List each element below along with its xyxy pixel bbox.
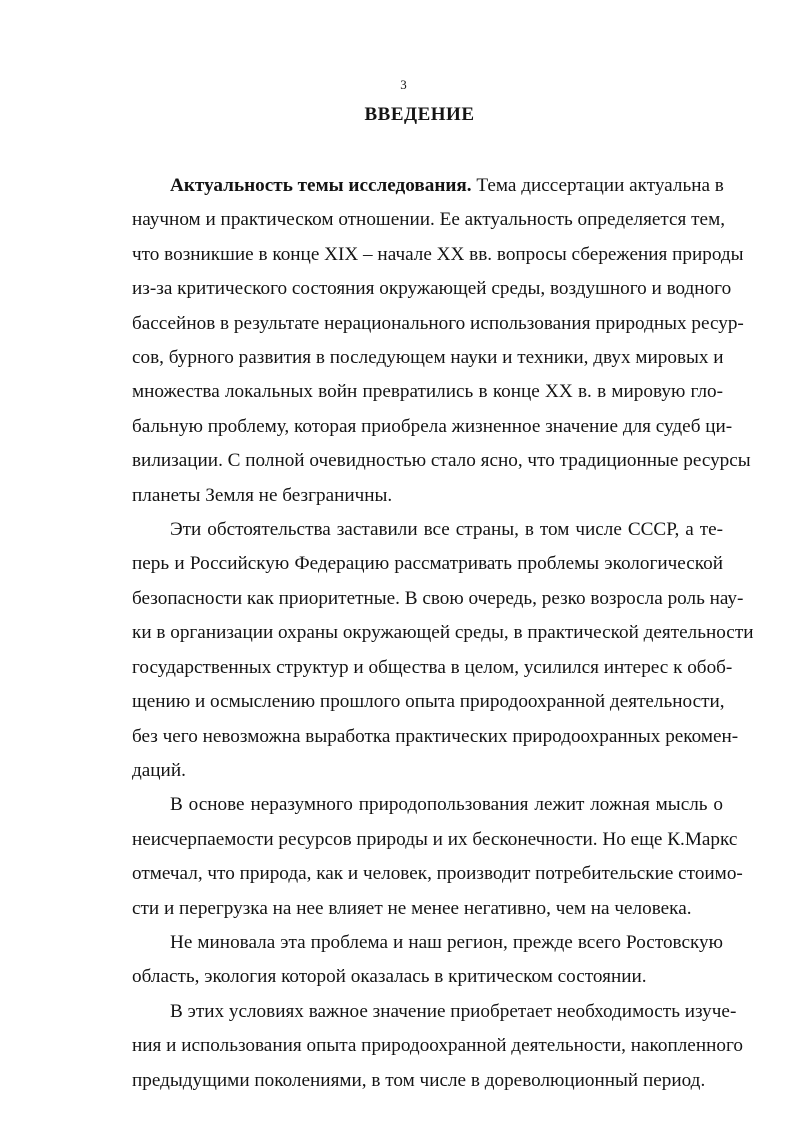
paragraph-circumstances	[132, 513, 754, 788]
paragraph-line: научном и практическом отношении. Ее актуальность определяется тем,	[132, 209, 726, 231]
paragraph-region	[132, 926, 723, 995]
paragraph-line: В этих условиях важное значение приобретает необходимость изуче-	[170, 1000, 737, 1022]
paragraph-relevance	[132, 169, 751, 513]
paragraph-line: множества локальных войн превратились в конце XX в. в мировую гло-	[132, 381, 723, 403]
paragraph-line: Актуальность темы исследования. Тема диссертации актуальна в	[170, 175, 724, 196]
paragraph-line: бальную проблему, которая приобрела жизненное значение для судеб ци-	[132, 415, 733, 437]
paragraph-line: предыдущими поколениями, в том числе в дореволюционный период.	[132, 1069, 706, 1091]
paragraph-line: отмечал, что природа, как и человек, производит потребительские стоимо-	[132, 863, 743, 885]
paragraph-line: Не миновала эта проблема и наш регион, прежде всего Ростовскую	[170, 931, 723, 953]
paragraph-line: щению и осмыслению прошлого опыта природоохранной деятельности,	[132, 691, 725, 713]
paragraph-nature-use	[132, 788, 743, 926]
paragraph-line: бассейнов в результате нерационального использования природных ресур-	[132, 312, 744, 334]
paragraph-line: безопасности как приоритетные. В свою очередь, резко возросла роль нау-	[132, 587, 744, 609]
paragraph-line: ния и использования опыта природоохранной деятельности, накопленного	[132, 1035, 743, 1057]
paragraph-line: область, экология которой оказалась в критическом состоянии.	[132, 966, 647, 988]
paragraph-lead: Актуальность темы исследования.	[170, 175, 472, 196]
paragraph-line: даций.	[132, 759, 186, 781]
document-body	[132, 169, 754, 1098]
page-title: ВВЕДЕНИЕ	[364, 104, 475, 125]
paragraph-line: государственных структур и общества в целом, усилился интерес к обоб-	[132, 656, 733, 678]
paragraph-line: неисчерпаемости ресурсов природы и их бесконечности. Но еще К.Маркс	[132, 828, 738, 850]
paragraph-line: сти и перегрузка на нее влияет не менее негативно, чем на человека.	[132, 897, 692, 919]
paragraph-line: из-за критического состояния окружающей среды, воздушного и водного	[132, 278, 732, 300]
paragraph-line: планеты Земля не безграничны.	[132, 484, 393, 506]
paragraph-line: Эти обстоятельства заставили все страны, в том числе СССР, а те-	[170, 519, 723, 541]
paragraph-line: вилизации. С полной очевидностью стало ясно, что традиционные ресурсы	[132, 450, 751, 472]
paragraph-conditions	[132, 995, 743, 1098]
paragraph-line: В основе неразумного природопользования лежит ложная мысль о	[170, 794, 723, 816]
paragraph-line: что возникшие в конце XIX – начале XX вв. вопросы сбережения природы	[132, 243, 744, 265]
paragraph-line: перь и Российскую Федерацию рассматривать проблемы экологической	[132, 553, 723, 575]
page-number: 3	[400, 77, 407, 92]
paragraph-line: ки в организации охраны окружающей среды, в практической деятельности	[132, 622, 754, 644]
paragraph-line: сов, бурного развития в последующем науки и техники, двух мировых и	[132, 347, 724, 369]
paragraph-line: без чего невозможна выработка практических природоохранных рекомен-	[132, 725, 739, 747]
